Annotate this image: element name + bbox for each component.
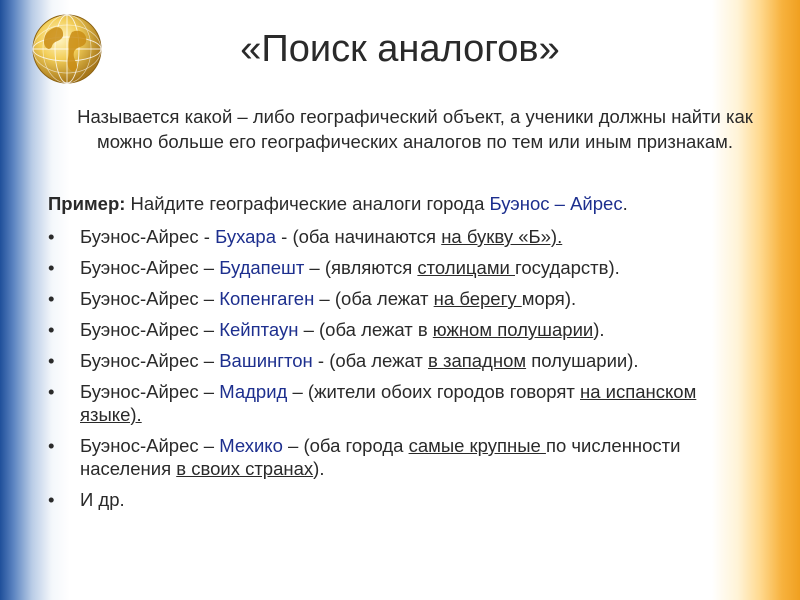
page-title: «Поиск аналогов» [240, 28, 560, 70]
list-item: • Буэнос-Айрес - Бухара - (оба начинаются на букву «Б»). [48, 225, 728, 248]
list-item: • Буэнос-Айрес – Кейптаун – (оба лежат в южном полушарии). [48, 318, 728, 341]
intro-paragraph: Называется какой – либо географический объект, а ученики должны найти как можно больше его географических аналогов по тем или иным признакам. [77, 106, 753, 152]
example-label: Пример: [48, 193, 126, 214]
list-item: • Буэнос-Айрес – Будапешт – (являются столицами государств). [48, 256, 728, 279]
list-item: • Буэнос-Айрес – Мадрид – (жители обоих городов говорят на испанском языке). [48, 380, 728, 426]
list-item: • И др. [48, 488, 728, 511]
example-end: . [622, 193, 628, 214]
list-item: • Буэнос-Айрес – Мехико – (оба города самые крупные по численности населения в своих странах). [48, 434, 728, 480]
example-city: Буэнос – Айрес [489, 193, 623, 214]
example-text: Найдите географические аналоги города [125, 193, 490, 214]
list-item: • Буэнос-Айрес – Вашингтон - (оба лежат в западном полушарии). [48, 349, 728, 372]
analog-list [48, 225, 728, 519]
example-line [48, 193, 768, 215]
list-item: • Буэнос-Айрес – Копенгаген – (оба лежат на берегу моря). [48, 287, 728, 310]
